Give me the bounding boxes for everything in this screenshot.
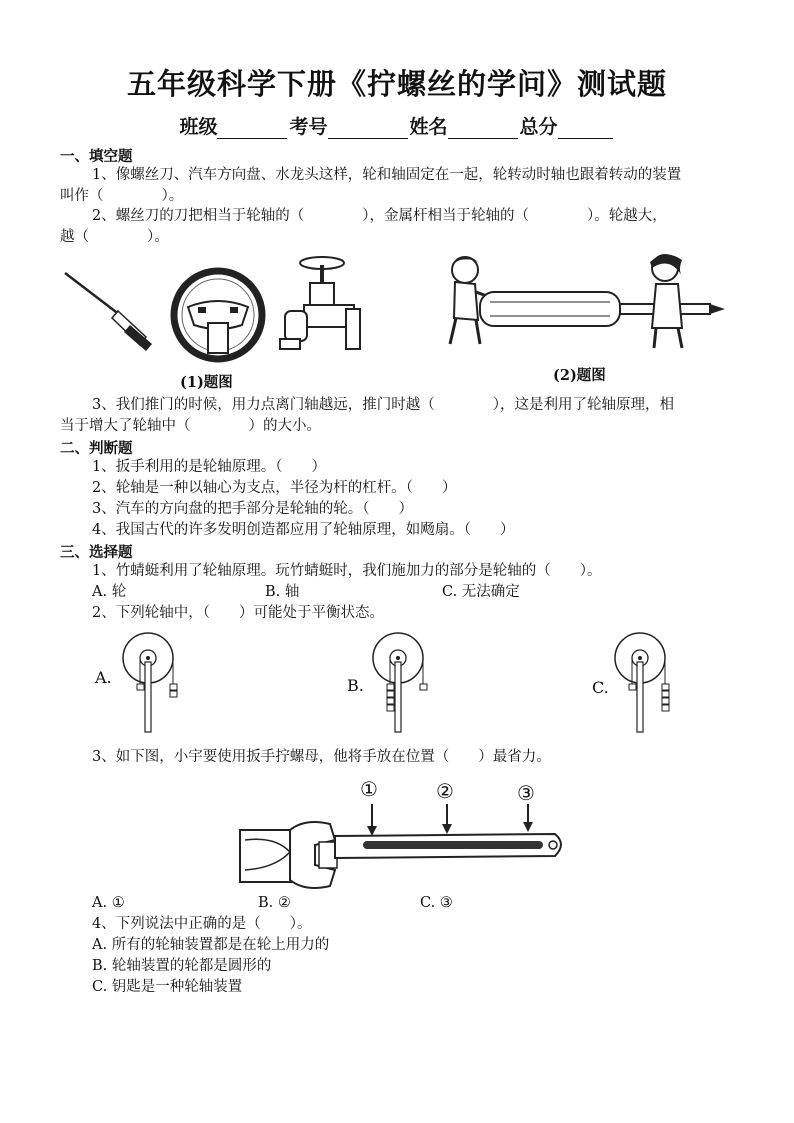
q2-fill-line1: 2、螺丝刀的刀把相当于轮轴的（ ），金属杆相当于轮轴的（ ）。轮越大， (92, 208, 667, 224)
mc-q1: 1、竹蜻蜓利用了轮轴原理。玩竹蜻蜓时，我们施加力的部分是轮轴的（ ）。 (92, 563, 602, 579)
tf-item-1: 1、扳手利用的是轮轴原理。（ ） (92, 459, 326, 475)
mc-q4-option-b: B. 轮轴装置的轮都是圆形的 (92, 958, 272, 974)
wrench-icon (240, 822, 561, 888)
figure-1-caption: (1)题图 (180, 374, 233, 391)
mc-q1-option-b: B. 轴 (265, 584, 300, 600)
score-label: 总分 (519, 116, 558, 138)
wheel-axle-diagram-c (612, 632, 682, 737)
figure-2-giant-screwdriver (420, 248, 740, 358)
screwdriver-icon (65, 273, 152, 351)
mc-q3-option-b: B. ② (258, 895, 291, 911)
class-label: 班级 (179, 116, 218, 138)
q3-fill-line2: 当于增大了轮轴中（ ）的大小。 (60, 418, 321, 434)
tf-item-2: 2、轮轴是一种以轴心为支点，半径为杆的杠杆。（ ） (92, 480, 457, 496)
figure-1-wheel-axle-devices (60, 255, 360, 370)
faucet-icon (280, 257, 360, 349)
mc-q4-option-a: A. 所有的轮轴装置都是在轮上用力的 (92, 937, 330, 953)
giant-screwdriver-icon (480, 292, 725, 326)
wheel-axle-diagram-a (120, 632, 190, 737)
arrow-2-icon (442, 804, 452, 834)
section-heading-multiple-choice: 三、选择题 (60, 545, 133, 561)
wrench-on-nut-figure (235, 800, 575, 890)
name-blank (448, 120, 518, 139)
mc-q2: 2、下列轮轴中，（ ）可能处于平衡状态。 (92, 605, 384, 621)
q3-fill-line1: 3、我们推门的时候，用力点离门轴越远，推门时越（ ），这是利用了轮轴原理，相 (92, 397, 674, 413)
tf-item-4: 4、我国古代的许多发明创造都应用了轮轴原理，如飏扇。（ ） (92, 522, 515, 538)
mc-q2-label-b: B. (347, 676, 364, 695)
tf-item-3: 3、汽车的方向盘的把手部分是轮轴的轮。（ ） (92, 501, 413, 517)
name-label: 姓名 (409, 116, 448, 138)
mc-q1-option-c: C. 无法确定 (442, 584, 520, 600)
mc-q1-option-a: A. 轮 (92, 584, 127, 600)
exam-no-blank (328, 120, 408, 139)
section-heading-fill-blank: 一、填空题 (60, 149, 133, 165)
page-title: 五年级科学下册《拧螺丝的学问》测试题 (126, 67, 667, 101)
mc-q4: 4、下列说法中正确的是（ ）。 (92, 916, 312, 932)
figure-2-caption: (2)题图 (553, 367, 606, 384)
section-heading-true-false: 二、判断题 (60, 441, 133, 457)
wheel-axle-diagram-b (370, 632, 440, 737)
mc-q4-option-c: C. 钥匙是一种轮轴装置 (92, 979, 243, 995)
girl-figure-icon (650, 254, 682, 348)
wrench-marker-1: ① (360, 777, 378, 801)
steering-wheel-icon (174, 271, 262, 359)
score-blank (558, 120, 613, 139)
q1-fill-line2: 叫作（ ）。 (60, 188, 184, 204)
exam-no-label: 考号 (289, 116, 328, 138)
mc-q3: 3、如下图，小宇要使用扳手拧螺母，他将手放在位置（ ）最省力。 (92, 749, 551, 765)
class-blank (217, 120, 287, 139)
student-info-line (0, 112, 794, 139)
mc-q3-option-a: A. ① (92, 895, 125, 911)
q1-fill-line1: 1、像螺丝刀、汽车方向盘、水龙头这样，轮和轴固定在一起，轮转动时轴也跟着转动的装置 (92, 167, 682, 183)
mc-q2-label-a: A. (95, 668, 112, 687)
mc-q2-label-c: C. (592, 678, 609, 697)
q2-fill-line2: 越（ ）。 (60, 229, 169, 245)
arrow-3-icon (523, 804, 533, 832)
wrench-marker-2: ② (436, 779, 454, 803)
mc-q3-option-c: C. ③ (420, 895, 453, 911)
arrow-1-icon (367, 804, 377, 836)
wrench-marker-3: ③ (517, 781, 535, 805)
